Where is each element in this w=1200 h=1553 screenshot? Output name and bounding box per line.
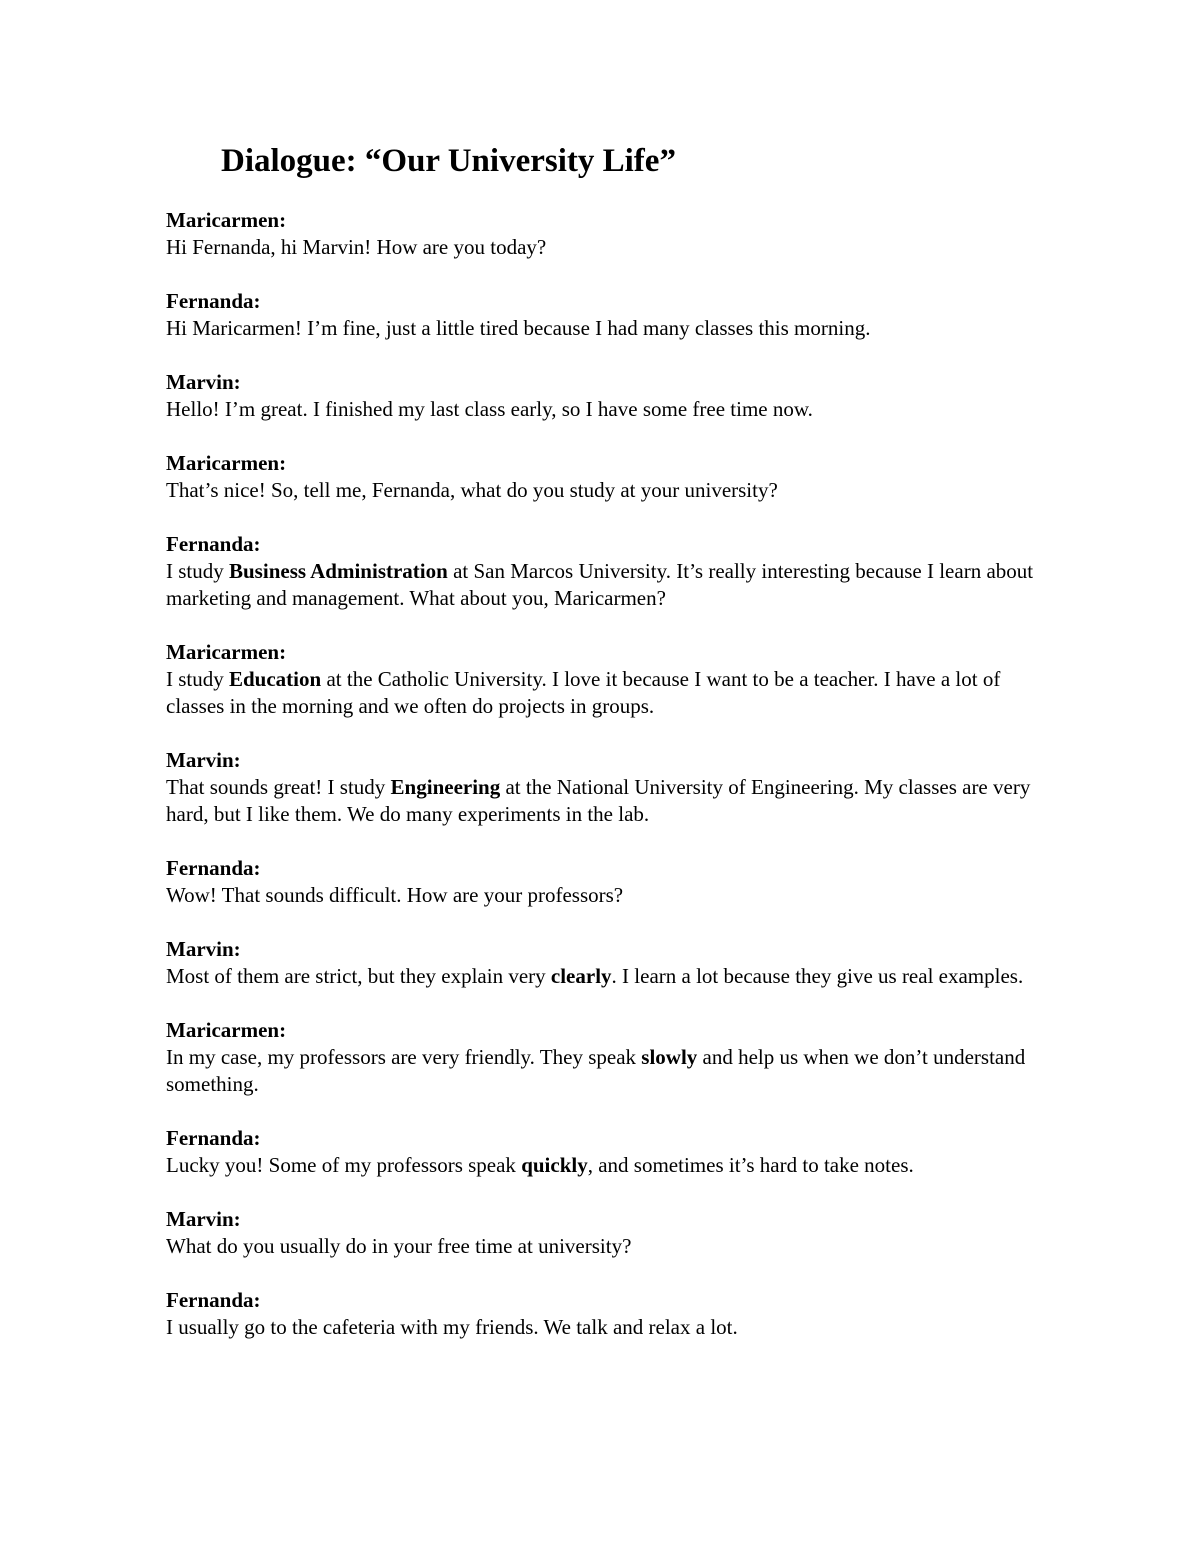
line-text: That’s nice! So, tell me, Fernanda, what do you study at your university? [166, 478, 778, 502]
dialogue-turn [166, 369, 1046, 423]
emphasized-term: Engineering [390, 775, 501, 799]
line-text: , and sometimes it’s hard to take notes. [587, 1153, 914, 1177]
emphasized-term: clearly [550, 964, 612, 988]
dialogue-turn [166, 1206, 1046, 1260]
line-text: and help us when we don’t understand something. [166, 1045, 1026, 1096]
dialogue-body [166, 207, 1046, 1368]
dialogue-turn [166, 639, 1046, 720]
dialogue-turn [166, 531, 1046, 612]
line-text: That sounds great! I study [166, 775, 391, 799]
line-text: I usually go to the cafeteria with my friends. We talk and relax a lot. [166, 1315, 738, 1339]
dialogue-turn [166, 207, 1046, 261]
line-text: Most of them are strict, but they explain very [166, 964, 551, 988]
document-title: Dialogue: “Our University Life” [221, 143, 676, 179]
line-text: . I learn a lot because they give us real examples. [611, 964, 1024, 988]
dialogue-turn [166, 288, 1046, 342]
dialogue-line [166, 963, 1046, 990]
speaker-name: Fernanda: [166, 532, 261, 556]
dialogue-line [166, 1233, 1046, 1260]
speaker-name: Maricarmen: [166, 208, 287, 232]
speaker-name: Fernanda: [166, 856, 261, 880]
speaker-name: Marvin: [166, 937, 241, 961]
dialogue-line [166, 1314, 1046, 1341]
dialogue-line [166, 396, 1046, 423]
line-text: I study [166, 559, 229, 583]
emphasized-term: quickly [521, 1153, 588, 1177]
dialogue-line [166, 774, 1046, 828]
speaker-name: Fernanda: [166, 289, 261, 313]
line-text: at the National University of Engineering. My classes are very hard, but I like them. We do many experiments in the lab. [166, 775, 1031, 826]
speaker-name: Fernanda: [166, 1126, 261, 1150]
line-text: at the Catholic University. I love it because I want to be a teacher. I have a lot of classes in the morning and we often do projects in groups. [166, 667, 1001, 718]
dialogue-turn [166, 1017, 1046, 1098]
speaker-name: Maricarmen: [166, 1018, 287, 1042]
line-text: Hi Fernanda, hi Marvin! How are you today? [166, 235, 547, 259]
dialogue-turn [166, 747, 1046, 828]
line-text: What do you usually do in your free time at university? [166, 1234, 632, 1258]
dialogue-turn [166, 1125, 1046, 1179]
dialogue-line [166, 558, 1046, 612]
dialogue-line [166, 666, 1046, 720]
speaker-name: Marvin: [166, 370, 241, 394]
dialogue-line [166, 315, 1046, 342]
dialogue-line [166, 882, 1046, 909]
dialogue-line [166, 1044, 1046, 1098]
speaker-name: Marvin: [166, 1207, 241, 1231]
line-text: Wow! That sounds difficult. How are your professors? [166, 883, 624, 907]
line-text: I study [166, 667, 229, 691]
speaker-name: Fernanda: [166, 1288, 261, 1312]
line-text: Lucky you! Some of my professors speak [166, 1153, 522, 1177]
speaker-name: Maricarmen: [166, 451, 287, 475]
emphasized-term: slowly [641, 1045, 698, 1069]
dialogue-turn [166, 936, 1046, 990]
line-text: at San Marcos University. It’s really interesting because I learn about marketing and management. What about you, Maricarmen? [166, 559, 1034, 610]
emphasized-term: Education [229, 667, 322, 691]
speaker-name: Marvin: [166, 748, 241, 772]
dialogue-turn [166, 1287, 1046, 1341]
line-text: Hi Maricarmen! I’m fine, just a little tired because I had many classes this morning. [166, 316, 871, 340]
line-text: In my case, my professors are very friendly. They speak [166, 1045, 642, 1069]
dialogue-turn [166, 855, 1046, 909]
dialogue-line [166, 1152, 1046, 1179]
speaker-name: Maricarmen: [166, 640, 287, 664]
line-text: Hello! I’m great. I finished my last class early, so I have some free time now. [166, 397, 813, 421]
dialogue-turn [166, 450, 1046, 504]
dialogue-line [166, 477, 1046, 504]
emphasized-term: Business Administration [229, 559, 448, 583]
dialogue-line [166, 234, 1046, 261]
